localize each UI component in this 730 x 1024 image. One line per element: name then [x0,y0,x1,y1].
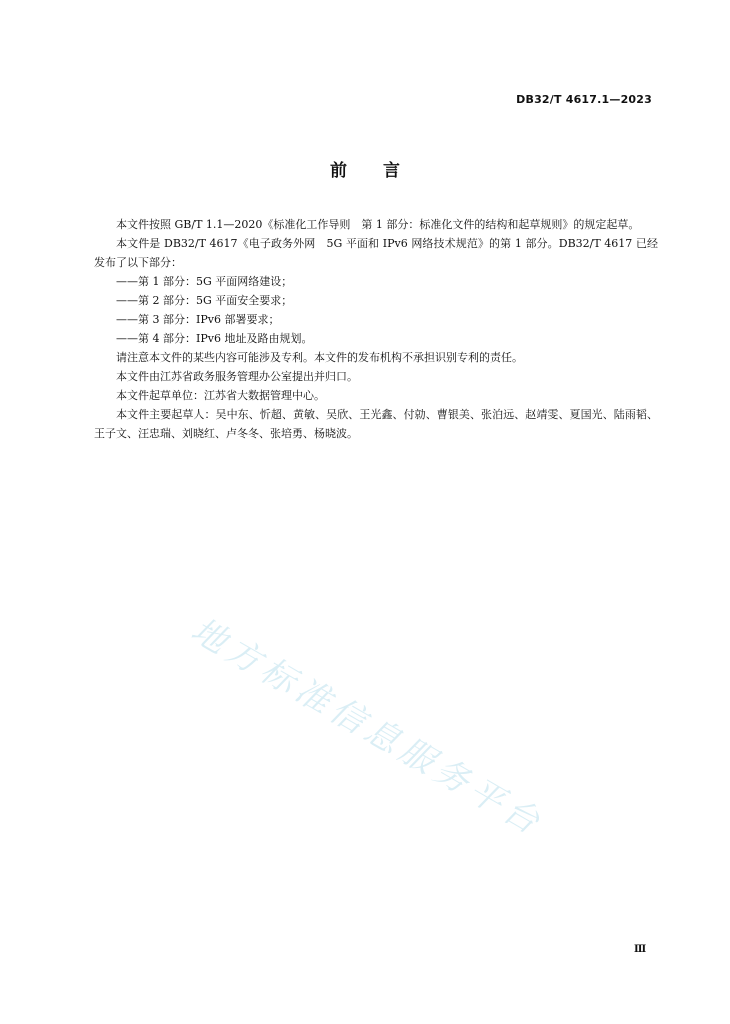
paragraph-drafting-rules: 本文件按照 GB/T 1.1—2020《标准化工作导则 第 1 部分：标准化文件的结构和起草规则》的规定起草。 [116,218,640,231]
list-item-part-4: ——第 4 部分：IPv6 地址及路由规划。 [116,332,313,345]
paragraph-proposer: 本文件由江苏省政务服务管理办公室提出并归口。 [116,370,358,383]
list-item-part-2: ——第 2 部分：5G 平面安全要求； [116,294,293,307]
paragraph-patent-notice: 请注意本文件的某些内容可能涉及专利。本文件的发布机构不承担识别专利的责任。 [116,351,523,364]
list-item-part-1: ——第 1 部分：5G 平面网络建设； [116,275,293,288]
watermark: 地方标准信息服务平台 [184,610,551,845]
paragraph-series-intro: 本文件是 DB32/T 4617《电子政务外网 5G 平面和 IPv6 网络技术规范》的第 1 部分。DB32/T 4617 已经发布了以下部分： [94,237,658,269]
paragraph-drafters: 本文件主要起草人：吴中东、忻超、黄敏、吴欣、王光鑫、付勍、曹银美、张泊远、赵靖雯、夏国光、陆雨韬、王子文、汪忠瑞、刘晓红、卢冬冬、张培勇、杨晓波。 [94,408,658,440]
document-number: DB32/T 4617.1—2023 [516,93,652,106]
paragraph-drafting-unit: 本文件起草单位：江苏省大数据管理中心。 [116,389,325,402]
page-title: 前言 [330,161,436,181]
list-item-part-3: ——第 3 部分：IPv6 部署要求； [116,313,280,326]
page-number: Ⅲ [634,944,647,955]
document-body [94,215,658,443]
